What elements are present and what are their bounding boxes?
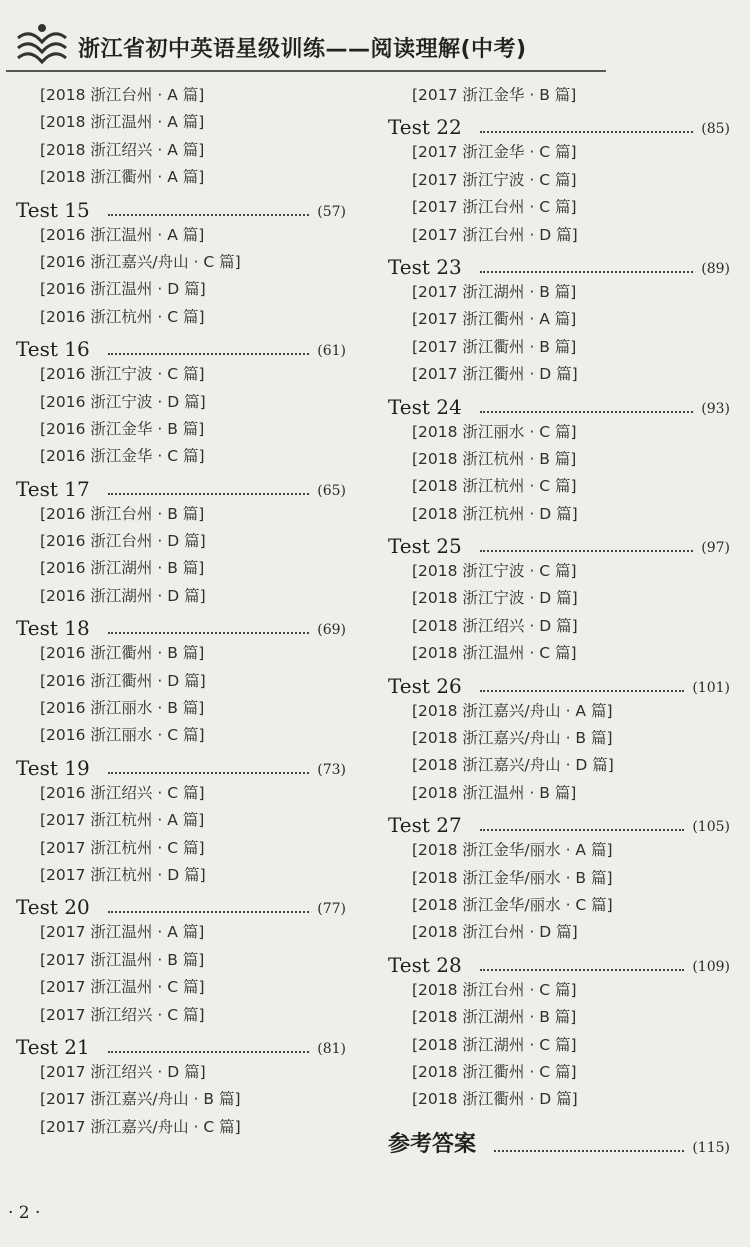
page-ref: (97) <box>701 540 730 557</box>
toc-entry: [2017 浙江杭州 · D 篇] <box>40 865 206 884</box>
page-ref: (69) <box>317 622 346 639</box>
test-title: Test 19 <box>16 755 90 780</box>
toc-entry: [2016 浙江丽水 · B 篇] <box>40 699 205 718</box>
toc-entry: [2018 浙江温州 · A 篇] <box>40 113 205 132</box>
toc-entry: [2016 浙江杭州 · C 篇] <box>40 307 205 326</box>
answers-title: 参考答案 <box>388 1131 477 1157</box>
toc-entry: [2017 浙江嘉兴/舟山 · B 篇] <box>40 1090 241 1109</box>
toc-entry: [2018 浙江杭州 · C 篇] <box>412 477 577 496</box>
toc-entry: [2018 浙江杭州 · D 篇] <box>412 504 578 523</box>
toc-entry: [2016 浙江温州 · D 篇] <box>40 280 206 299</box>
toc-entry: [2018 浙江温州 · B 篇] <box>412 783 577 802</box>
toc-test-block <box>16 889 346 1029</box>
page-ref: (115) <box>692 1139 730 1156</box>
toc-entry: [2017 浙江嘉兴/舟山 · C 篇] <box>40 1117 241 1136</box>
toc-test-row[interactable] <box>16 889 346 919</box>
dot-leader <box>480 969 685 971</box>
toc-test-block <box>16 1029 346 1141</box>
toc-entry: [2018 浙江衢州 · C 篇] <box>412 1062 577 1081</box>
page-ref: (57) <box>317 203 346 220</box>
toc-entry: [2018 浙江杭州 · B 篇] <box>412 449 577 468</box>
dot-leader <box>108 911 310 913</box>
toc-entry: [2018 浙江衢州 · A 篇] <box>40 168 205 187</box>
open-book-logo-icon <box>14 20 70 70</box>
toc-entry: [2018 浙江金华/丽水 · C 篇] <box>412 895 613 914</box>
toc-entry: [2017 浙江温州 · A 篇] <box>40 923 205 942</box>
page-ref: (101) <box>692 679 730 696</box>
dot-leader <box>108 353 310 355</box>
toc-entry-list <box>40 1059 346 1141</box>
toc-entry: [2018 浙江湖州 · C 篇] <box>412 1035 577 1054</box>
toc-entry: [2018 浙江嘉兴/舟山 · B 篇] <box>412 729 613 748</box>
toc-entry: [2018 浙江宁波 · D 篇] <box>412 589 578 608</box>
toc-test-block <box>388 668 730 808</box>
toc-entry-list <box>412 837 730 947</box>
toc-entry: [2017 浙江衢州 · A 篇] <box>412 310 577 329</box>
toc-left-column <box>16 82 346 1141</box>
toc-test-row[interactable] <box>388 528 730 558</box>
toc-entry: [2016 浙江温州 · A 篇] <box>40 225 205 244</box>
page-ref: (105) <box>692 819 730 836</box>
toc-entry: [2017 浙江湖州 · B 篇] <box>412 282 577 301</box>
toc-entry: [2017 浙江宁波 · C 篇] <box>412 170 577 189</box>
toc-entry: [2017 浙江温州 · B 篇] <box>40 950 205 969</box>
toc-entry: [2016 浙江衢州 · B 篇] <box>40 644 205 663</box>
toc-test-block <box>388 389 730 529</box>
toc-entry: [2018 浙江绍兴 · D 篇] <box>412 616 578 635</box>
toc-entry: [2018 浙江温州 · C 篇] <box>412 644 577 663</box>
toc-test-row[interactable] <box>16 750 346 780</box>
page-ref: (109) <box>692 958 730 975</box>
toc-entry: [2016 浙江湖州 · D 篇] <box>40 586 206 605</box>
toc-test-row[interactable] <box>388 807 730 837</box>
page-ref: (61) <box>317 343 346 360</box>
test-title: Test 28 <box>388 952 462 977</box>
toc-test-block <box>16 192 346 332</box>
test-title: Test 20 <box>16 895 90 920</box>
dot-leader <box>480 271 694 273</box>
toc-entry: [2018 浙江衢州 · D 篇] <box>412 1090 578 1109</box>
toc-test-block <box>16 610 346 750</box>
toc-entry: [2018 浙江台州 · A 篇] <box>40 86 205 104</box>
dot-leader <box>108 493 310 495</box>
toc-test-block <box>16 331 346 471</box>
toc-answers-row[interactable] <box>388 1118 730 1158</box>
toc-entry: [2018 浙江绍兴 · A 篇] <box>40 140 205 159</box>
toc-test-row[interactable] <box>388 947 730 977</box>
dot-leader <box>480 550 694 552</box>
toc-entry-list <box>40 222 346 332</box>
toc-entry: [2016 浙江绍兴 · C 篇] <box>40 783 205 802</box>
toc-entry: [2018 浙江台州 · D 篇] <box>412 923 578 942</box>
toc-test-block <box>16 750 346 890</box>
toc-test-block <box>388 82 730 109</box>
toc-entry: [2016 浙江湖州 · B 篇] <box>40 559 205 578</box>
page-ref: (81) <box>317 1040 346 1057</box>
test-title: Test 15 <box>16 197 90 222</box>
toc-entry: [2018 浙江台州 · C 篇] <box>412 980 577 999</box>
toc-test-row[interactable] <box>16 1029 346 1059</box>
toc-entry: [2017 浙江台州 · D 篇] <box>412 225 578 244</box>
page-ref: (73) <box>317 761 346 778</box>
toc-test-row[interactable] <box>388 249 730 279</box>
toc-entry-list <box>412 558 730 668</box>
toc-entry: [2016 浙江台州 · D 篇] <box>40 532 206 551</box>
dot-leader <box>494 1150 684 1152</box>
dot-leader <box>108 1051 310 1053</box>
toc-entry: [2016 浙江丽水 · C 篇] <box>40 726 205 745</box>
toc-test-row[interactable] <box>16 331 346 361</box>
test-title: Test 26 <box>388 673 462 698</box>
page-ref: (77) <box>317 901 346 918</box>
toc-entry: [2018 浙江嘉兴/舟山 · A 篇] <box>412 701 613 720</box>
toc-entry: [2017 浙江杭州 · C 篇] <box>40 838 205 857</box>
test-title: Test 23 <box>388 254 462 279</box>
test-title: Test 18 <box>16 616 90 641</box>
toc-test-row[interactable] <box>16 471 346 501</box>
toc-test-block <box>388 528 730 668</box>
page-ref: (93) <box>701 400 730 417</box>
test-title: Test 21 <box>16 1034 90 1059</box>
toc-entry: [2017 浙江衢州 · D 篇] <box>412 365 578 384</box>
toc-entry: [2016 浙江台州 · B 篇] <box>40 504 205 523</box>
toc-entry-list <box>40 82 346 192</box>
toc-entry-list <box>40 919 346 1029</box>
toc-test-row[interactable] <box>16 610 346 640</box>
toc-entry: [2018 浙江金华/丽水 · B 篇] <box>412 868 613 887</box>
toc-test-row[interactable] <box>388 109 730 139</box>
dot-leader <box>108 772 310 774</box>
toc-entry: [2017 浙江绍兴 · D 篇] <box>40 1062 206 1081</box>
dot-leader <box>480 829 685 831</box>
toc-test-row[interactable] <box>388 668 730 698</box>
dot-leader <box>108 632 310 634</box>
toc-entry: [2018 浙江金华/丽水 · A 篇] <box>412 841 613 860</box>
toc-test-block <box>16 82 346 192</box>
dot-leader <box>480 411 694 413</box>
page-number: · 2 · <box>8 1203 41 1223</box>
toc-entry-list <box>412 139 730 249</box>
toc-entry: [2017 浙江衢州 · B 篇] <box>412 337 577 356</box>
toc-entry-list <box>412 419 730 529</box>
toc-entry: [2016 浙江金华 · B 篇] <box>40 419 205 438</box>
toc-test-block <box>388 249 730 389</box>
toc-entry-list <box>40 501 346 611</box>
test-title: Test 24 <box>388 394 462 419</box>
test-title: Test 16 <box>16 337 90 362</box>
header-rule <box>6 70 606 72</box>
test-title: Test 25 <box>388 534 462 559</box>
page-ref: (65) <box>317 482 346 499</box>
test-title: Test 27 <box>388 813 462 838</box>
toc-entry: [2017 浙江金华 · C 篇] <box>412 143 577 162</box>
toc-entry: [2017 浙江金华 · B 篇] <box>412 86 577 104</box>
toc-entry: [2018 浙江宁波 · C 篇] <box>412 562 577 581</box>
toc-right-column <box>388 82 730 1158</box>
toc-test-block <box>388 109 730 249</box>
toc-test-row[interactable] <box>388 389 730 419</box>
toc-entry: [2016 浙江宁波 · D 篇] <box>40 392 206 411</box>
toc-entry: [2017 浙江台州 · C 篇] <box>412 198 577 217</box>
toc-test-block <box>388 807 730 947</box>
toc-entry-list <box>412 698 730 808</box>
dot-leader <box>480 690 685 692</box>
toc-entry: [2017 浙江杭州 · A 篇] <box>40 811 205 830</box>
toc-entry-list <box>412 279 730 389</box>
book-title: 浙江省初中英语星级训练——阅读理解(中考) <box>78 37 527 62</box>
page-ref: (89) <box>701 260 730 277</box>
toc-entry: [2016 浙江金华 · C 篇] <box>40 447 205 466</box>
toc-entry: [2016 浙江衢州 · D 篇] <box>40 671 206 690</box>
toc-test-block <box>388 947 730 1114</box>
toc-entry-list <box>40 780 346 890</box>
toc-entry: [2018 浙江湖州 · B 篇] <box>412 1008 577 1027</box>
toc-test-block <box>16 471 346 611</box>
toc-entry-list <box>40 361 346 471</box>
toc-entry: [2017 浙江温州 · C 篇] <box>40 978 205 997</box>
toc-entry-list <box>40 640 346 750</box>
page-header <box>0 0 750 82</box>
dot-leader <box>108 214 310 216</box>
toc-entry-list <box>412 82 730 109</box>
toc-entry: [2017 浙江绍兴 · C 篇] <box>40 1005 205 1024</box>
toc-entry: [2018 浙江嘉兴/舟山 · D 篇] <box>412 756 614 775</box>
toc-entry: [2016 浙江嘉兴/舟山 · C 篇] <box>40 252 241 271</box>
test-title: Test 17 <box>16 476 90 501</box>
page-ref: (85) <box>701 121 730 138</box>
dot-leader <box>480 131 694 133</box>
toc-entry-list <box>412 977 730 1114</box>
toc-test-row[interactable] <box>16 192 346 222</box>
test-title: Test 22 <box>388 115 462 140</box>
toc-entry: [2016 浙江宁波 · C 篇] <box>40 365 205 384</box>
toc-entry: [2018 浙江丽水 · C 篇] <box>412 422 577 441</box>
